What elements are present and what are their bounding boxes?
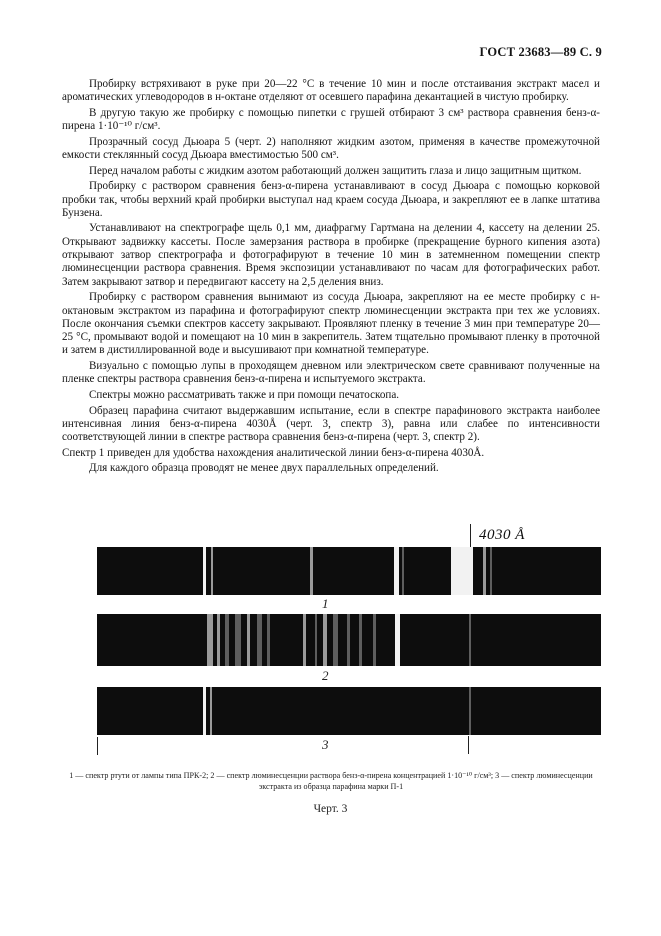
spectral-line — [247, 614, 250, 666]
spectral-line — [210, 687, 212, 735]
paragraph: Пробирку встряхивают в руке при 20—22 °С в течение 10 мин и после отстаивания экстракт масел и ароматических углеводородов в н-октане отделяют от осевшего парафина декантацией в чистую пробирку. — [62, 78, 600, 104]
paragraph: Образец парафина считают выдержавшим испытание, если в спектре парафинового экстракта наиболее интенсивная линия бенз-α-пирена 4030Å (черт. 3, спектр 3), равна или слабее по интенсивности соответствующей линии в спектре раствора сравнения бенз-α-пирена (черт. 3, спектр 2). — [62, 404, 600, 444]
paragraph: В другую такую же пробирку с помощью пипетки с грушей отбирают 3 см³ раствора сравнения бенз-α-пирена 1·10⁻¹⁰ г/см³. — [62, 106, 600, 133]
spectral-line — [333, 614, 338, 666]
spectral-line-4030 — [469, 687, 471, 735]
spectral-line — [347, 614, 350, 666]
spectral-line — [217, 614, 220, 666]
spectral-line — [359, 614, 362, 666]
spectral-line — [373, 614, 376, 666]
paragraph: Пробирку с раствором сравнения бенз-α-пирена устанавливают в сосуд Дьюара с помощью корковой пробки так, чтобы верхний край пробирки выступал над краем сосуда Дьюара, и закрепляют ее в лапке штатива Бунзена. — [62, 180, 600, 219]
figure-caption: 1 — спектр ртути от лампы типа ПРК-2; 2 — спектр люминесценции раствора бенз-α-пирена концентрацией 1·10⁻¹⁰ г/см³; 3 — спектр люминесценции экстракта из образца парафина марки П-1 — [69, 771, 593, 791]
paragraph: Для каждого образца проводят не менее двух параллельных определений. — [89, 462, 439, 475]
wavelength-label: 4030 Å — [479, 527, 525, 543]
marker-tick — [470, 524, 471, 548]
spectral-line — [483, 547, 486, 595]
paragraph: Прозрачный сосуд Дьюара 5 (черт. 2) наполняют жидким азотом, применяя в качестве промежуточной емкости стеклянный сосуд Дьюара вместимостью 500 см³. — [62, 135, 600, 162]
spectral-line — [211, 547, 213, 595]
paragraph: Пробирку с раствором сравнения вынимают из сосуда Дьюара, закрепляют на ее месте пробирку с н-октановым экстрактом из парафина и фотографируют спектр люминесценции экстракта при тех же условиях. После окончания съемки спектров кассету закрывают. Проявляют пленку в течение 3 мин при температуре 20—25 °С, промывают водой и помещают на 10 мин в закрепитель. Затем тщательно промывают пленку в проточной и затем в дистиллированной воде и высушивают при комнатной температуре. — [62, 291, 600, 357]
spectrum-strip-1 — [97, 547, 601, 595]
figure-number: Черт. 3 — [313, 803, 348, 815]
spectrum-label-3: 3 — [322, 737, 329, 752]
spectral-line-4030 — [451, 547, 473, 595]
spectral-line — [303, 614, 306, 666]
spectral-line — [207, 614, 213, 666]
edge-tick — [468, 736, 469, 754]
spectral-line — [394, 547, 399, 595]
paragraph: Спектры можно рассматривать также и при помощи печатоскопа. — [89, 388, 400, 401]
spectrum-strip-2 — [97, 614, 601, 666]
spectral-line — [402, 547, 404, 595]
spectrum-label-1: 1 — [322, 596, 329, 611]
spectral-line — [203, 547, 206, 595]
spectrum-strip-3 — [97, 687, 601, 735]
spectral-line — [315, 614, 317, 666]
spectral-line-4030 — [469, 614, 471, 666]
spectral-line — [225, 614, 229, 666]
spectral-line — [395, 614, 400, 666]
spectral-line — [323, 614, 327, 666]
spectral-line — [267, 614, 270, 666]
spectral-line — [310, 547, 313, 595]
paragraph: Спектр 1 приведен для удобства нахождения аналитической линии бенз-α-пирена 4030Å. — [62, 446, 485, 459]
paragraph: Устанавливают на спектрографе щель 0,1 мм, диафрагму Гартмана на делении 4, кассету на делении 25. Открывают задвижку кассеты. После замерзания раствора в пробирке (прекращение бурного кипения азота) открывают затвор спектрографа и фотографируют в течение 10 мин в затемненном помещении спектр люминесценции раствора сравнения. Время экспозиции устанавливают по часам для фотографических работ. Затем закрывают затвор и передвигают кассету на 2,5 деления вниз. — [62, 222, 600, 288]
edge-tick — [97, 737, 98, 755]
paragraph: Визуально с помощью лупы в проходящем дневном или электрическом свете сравнивают полученные на пленке спектры раствора сравнения бенз-α-пирена и испытуемого экстракта. — [62, 360, 600, 386]
spectrum-label-2: 2 — [322, 668, 329, 683]
paragraph: Перед началом работы с жидким азотом работающий должен защитить глаза и лицо защитным щитком. — [89, 164, 582, 177]
spectral-line — [490, 547, 492, 595]
spectral-line — [257, 614, 262, 666]
spectral-line — [203, 687, 206, 735]
page-header: ГОСТ 23683—89 С. 9 — [479, 45, 602, 59]
spectral-line — [235, 614, 241, 666]
